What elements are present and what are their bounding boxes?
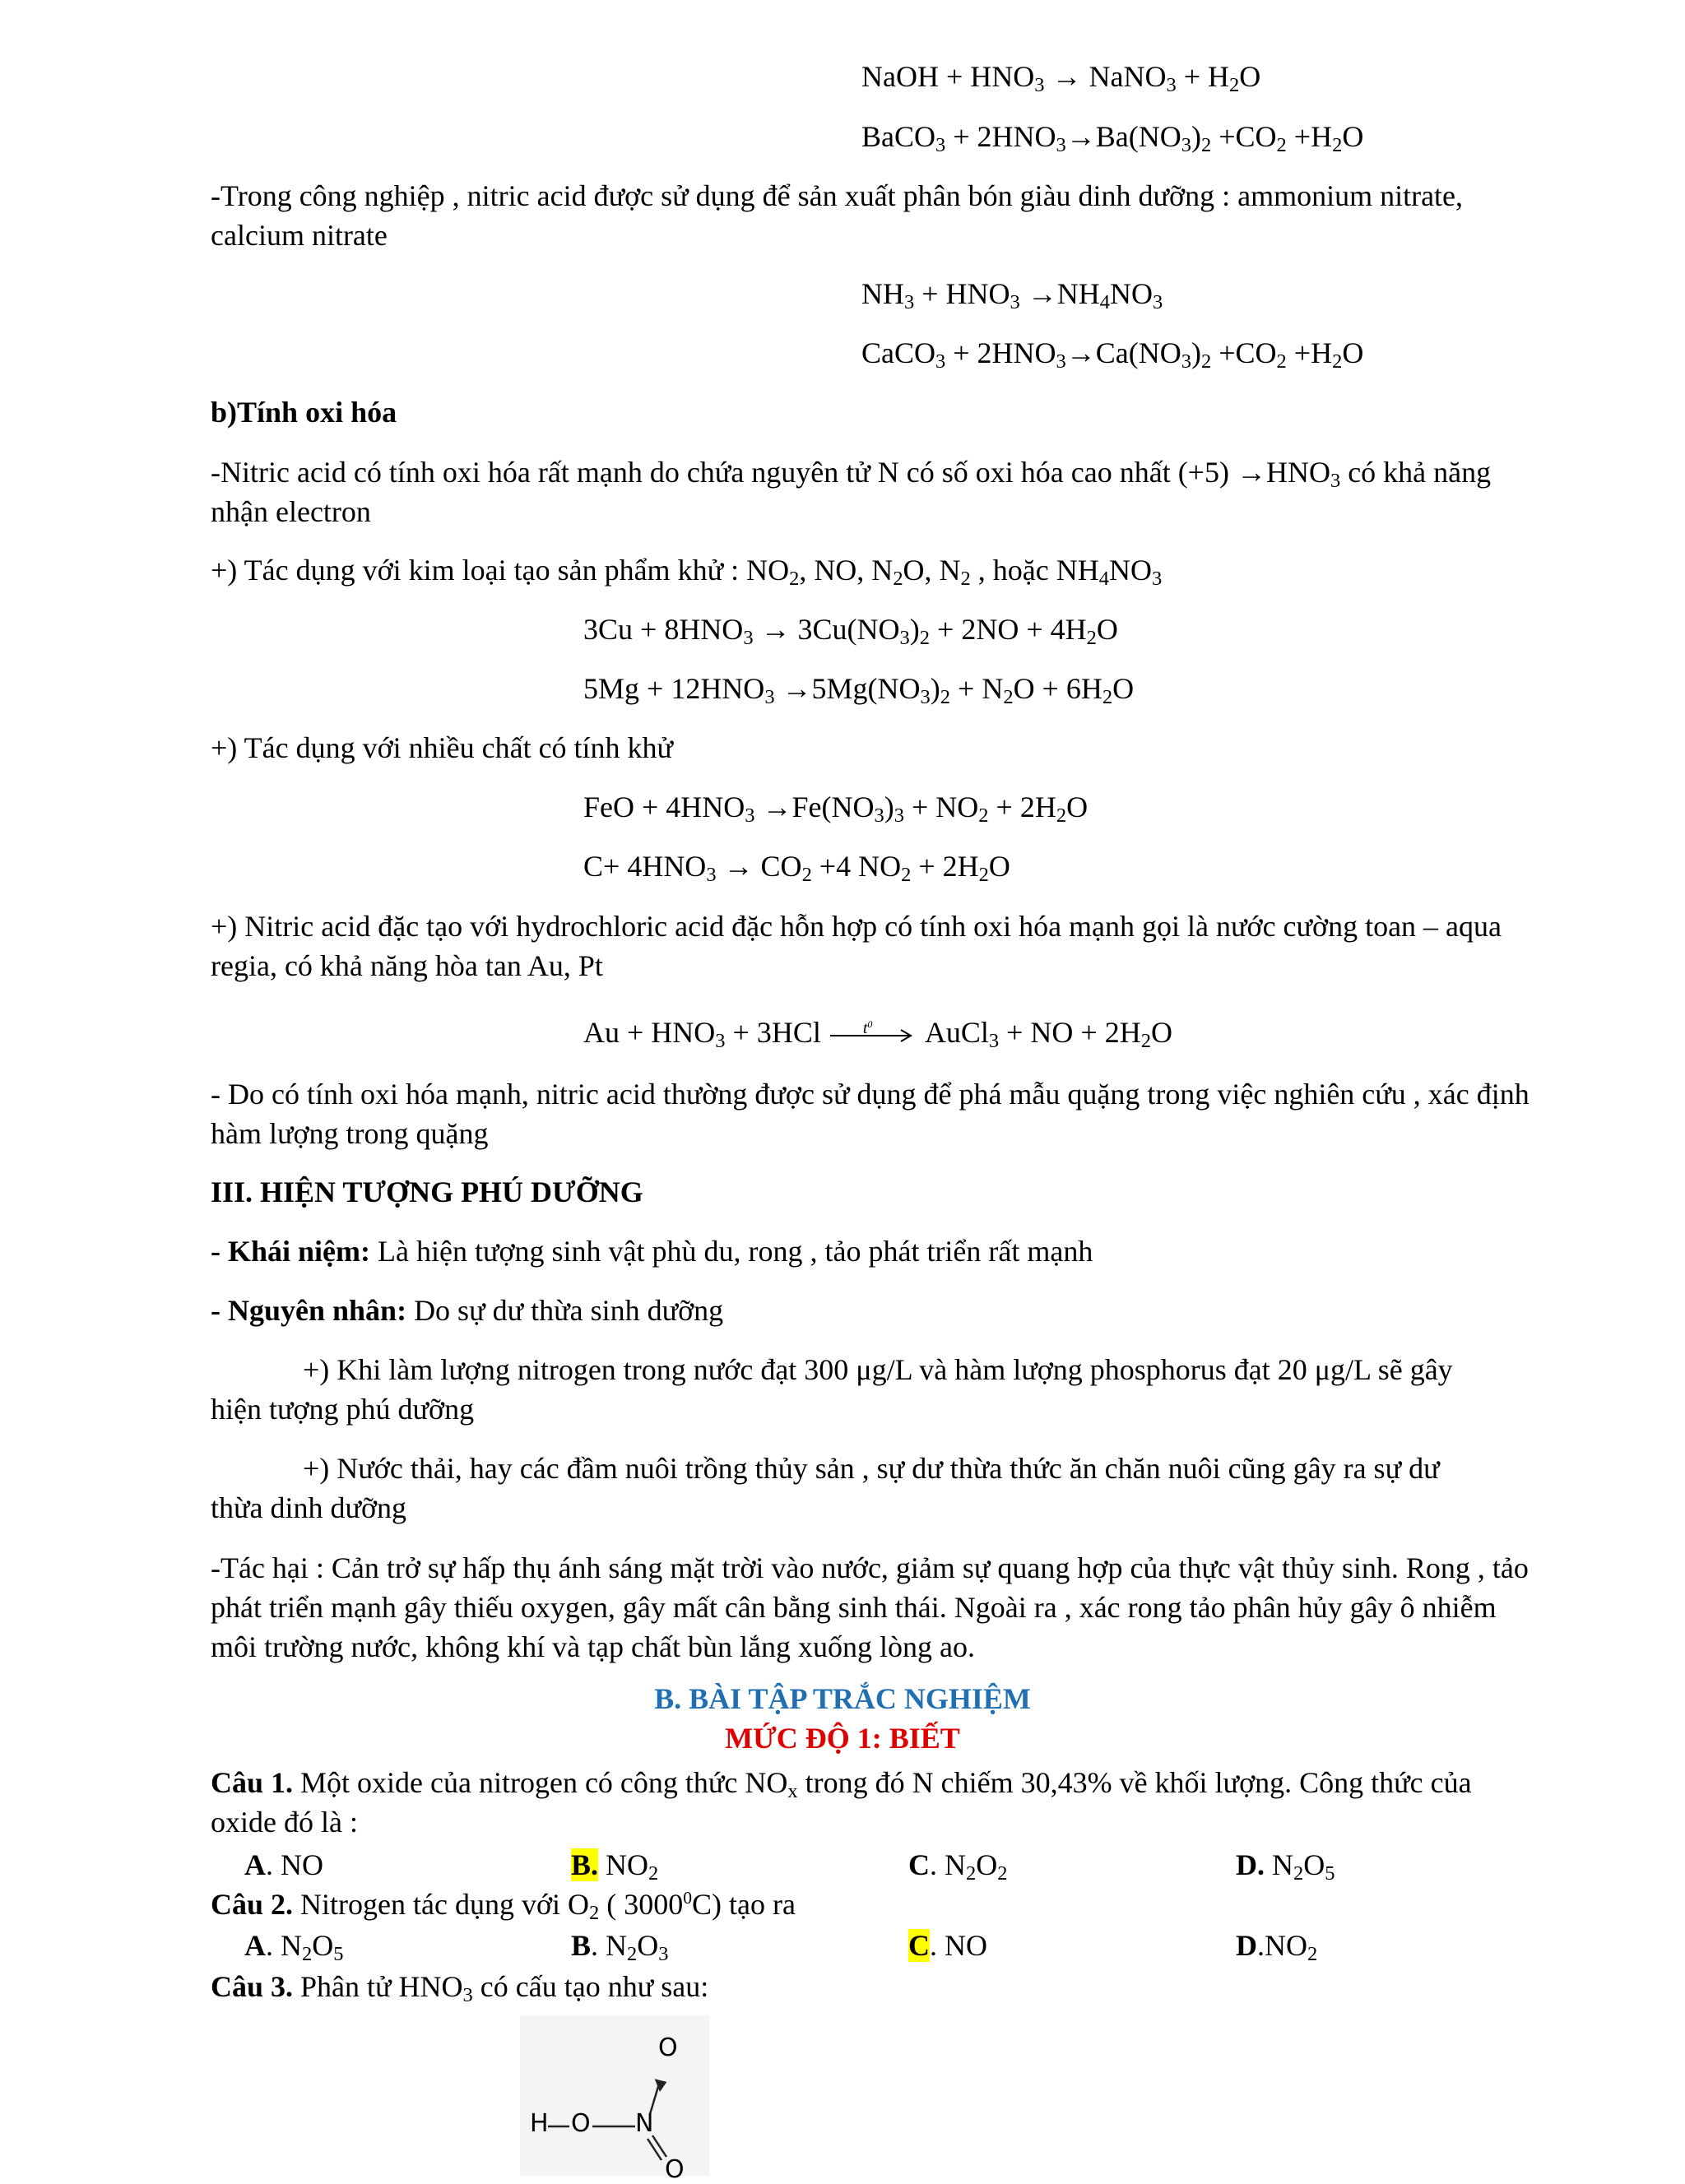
equation-gold: $Au + HNO_3 + 3HCl$ $t^0$ AuCl$_3$ + NO + $2H_2O$ bbox=[583, 1013, 1172, 1051]
cause-item-1-line1: +) Khi làm lượng nitrogen trong nước đạt 300 μg/L và hàm lượng phosphorus đạt 20 μg/L sẽ gây bbox=[303, 1353, 1453, 1386]
cause-item-2-line1: +) Nước thải, hay các đầm nuôi trồng thủy sản , sự dư thừa thức ăn chăn nuôi cũng gây ra sự dư bbox=[303, 1452, 1440, 1485]
definition-line: - Khái niệm: Là hiện tượng sinh vật phù du, rong , tảo phát triển rất mạnh bbox=[211, 1235, 1093, 1268]
heading-oxidation: b)Tính oxi hóa bbox=[211, 396, 397, 429]
cause-item-1-line2: hiện tượng phú dưỡng bbox=[211, 1393, 475, 1426]
question-1-cont: oxide đó là : bbox=[211, 1806, 358, 1839]
heading-exercises: B. BÀI TẬP TRẮC NGHIỆM bbox=[654, 1682, 1031, 1715]
question-3: Câu 3. Phân tử $HNO_3$ có cấu tạo như sau: bbox=[211, 1970, 709, 2007]
heading-section-3: III. HIỆN TƯỢNG PHÚ DƯỠNG bbox=[211, 1175, 643, 1208]
equation-baco3: BaCO$_3$ + $2HNO_3\to Ba(NO_3)_2 +CO_2 +H_2O$ bbox=[861, 120, 1364, 157]
question-2: Câu 2. Nitrogen tác dụng với $O_2$ ( 3000$^0$C) tạo ra bbox=[211, 1888, 796, 1925]
equation-cu: $3Cu + 8HNO_3 \to 3Cu(NO_3)_2 + 2NO + 4H_2O$ bbox=[583, 613, 1118, 650]
paragraph-aqua-regia: +) Nitric acid đặc tạo với hydrochloric acid đặc hỗn hợp có tính oxi hóa mạnh gọi là nước cường toan – aqua regia, có khả năng hòa tan Au, Pt bbox=[211, 910, 1502, 982]
paragraph-metals: +) Tác dụng với kim loại tạo sản phẩm khử : $NO_2$, NO, $N_2O$, $N_2$ , hoặc $NH_4NO_3$ bbox=[211, 554, 1163, 591]
heat-arrow-icon bbox=[829, 1018, 919, 1044]
atom-o-bottom: O bbox=[665, 2155, 685, 2184]
hno3-structure-diagram bbox=[520, 2015, 709, 2184]
q1-option-d[interactable]: D. $N_2O_5$ bbox=[1236, 1848, 1335, 1885]
atom-n: N bbox=[635, 2109, 654, 2138]
q1-option-a[interactable]: A. NO bbox=[244, 1848, 323, 1881]
q2-answer-highlight: C bbox=[908, 1929, 930, 1962]
atom-o-top: O bbox=[658, 2033, 678, 2062]
equation-feo: FeO + $4HNO_3 \to Fe(NO_3)_3 + NO_2 + 2H_2O$ bbox=[583, 791, 1089, 828]
atom-o-hydroxyl: O bbox=[571, 2109, 591, 2138]
paragraph-reducers: +) Tác dụng với nhiều chất có tính khử bbox=[211, 731, 674, 764]
paragraph-harm: -Tác hại : Cản trở sự hấp thụ ánh sáng mặt trời vào nước, giảm sự quang hợp của thực vật thủy sinh. Rong , tảo phát triển mạnh gây thiếu oxygen, gây mất cân bằng sinh thái. Ngoài ra , xác rong tảo phân hủy gây ô nhiễm môi trường nước, không khí và tạp chất bùn lắng xuống lòng ao. bbox=[211, 1551, 1529, 1663]
cause-item-2-line2: thừa dinh dưỡng bbox=[211, 1491, 407, 1524]
q2-option-d[interactable]: $D.NO_2$ bbox=[1236, 1929, 1318, 1966]
paragraph-industry: -Trong công nghiệp , nitric acid được sử dụng để sản xuất phân bón giàu dinh dưỡng : ammonium nitrate, calcium nitrate bbox=[211, 179, 1464, 252]
q1-answer-highlight: B. bbox=[571, 1848, 599, 1881]
structure-bonds bbox=[520, 2015, 709, 2176]
equation-carbon: $C+ 4HNO_3 \to CO_2 +4$ $NO_2 + 2H_2O$ bbox=[583, 850, 1010, 887]
heading-level-1: MỨC ĐỘ 1: BIẾT bbox=[725, 1722, 960, 1755]
q2-option-a[interactable]: A. $N_2O_5$ bbox=[244, 1929, 344, 1966]
q1-option-c[interactable]: C. $N_2O_2$ bbox=[908, 1848, 1008, 1885]
q2-option-c[interactable]: C. NO bbox=[908, 1929, 987, 1962]
equation-caco3: CaCO$_3$ + $2HNO_3\to Ca(NO_3)_2 +CO_2 +H_2O$ bbox=[861, 336, 1364, 373]
equation-mg: $5Mg + 12HNO_3 \to 5Mg(NO_3)_2 + N_2O + 6H_2O$ bbox=[583, 672, 1135, 709]
heat-condition: $t^0$ bbox=[862, 1018, 873, 1037]
question-1: Câu 1. Một oxide của nitrogen có công thức $NO_x$ trong đó N chiếm 30,43% về khối lượng. Công thức của bbox=[211, 1766, 1472, 1803]
equation-nh3: $NH_3 + HNO_3 \to NH_4NO_3$ bbox=[861, 277, 1163, 314]
q1-option-b[interactable]: B. $NO_2$ bbox=[571, 1848, 659, 1885]
q2-option-b[interactable]: B. $N_2O_3$ bbox=[571, 1929, 669, 1966]
atom-h: H bbox=[530, 2109, 549, 2138]
equation-naoh: NaOH + $HNO_3$ → NaNO$_3$ + $H_2O$ bbox=[861, 60, 1261, 97]
paragraph-oxidation: -Nitric acid có tính oxi hóa rất mạnh do chứa nguyên tử N có số oxi hóa cao nhất $(+5) \to HNO_3$ có khả năng nhận electron bbox=[211, 456, 1492, 528]
paragraph-ore: - Do có tính oxi hóa mạnh, nitric acid thường được sử dụng để phá mẫu quặng trong việc nghiên cứu , xác định hàm lượng trong quặng bbox=[211, 1078, 1529, 1150]
cause-line: - Nguyên nhân: Do sự dư thừa sinh dưỡng bbox=[211, 1294, 724, 1327]
